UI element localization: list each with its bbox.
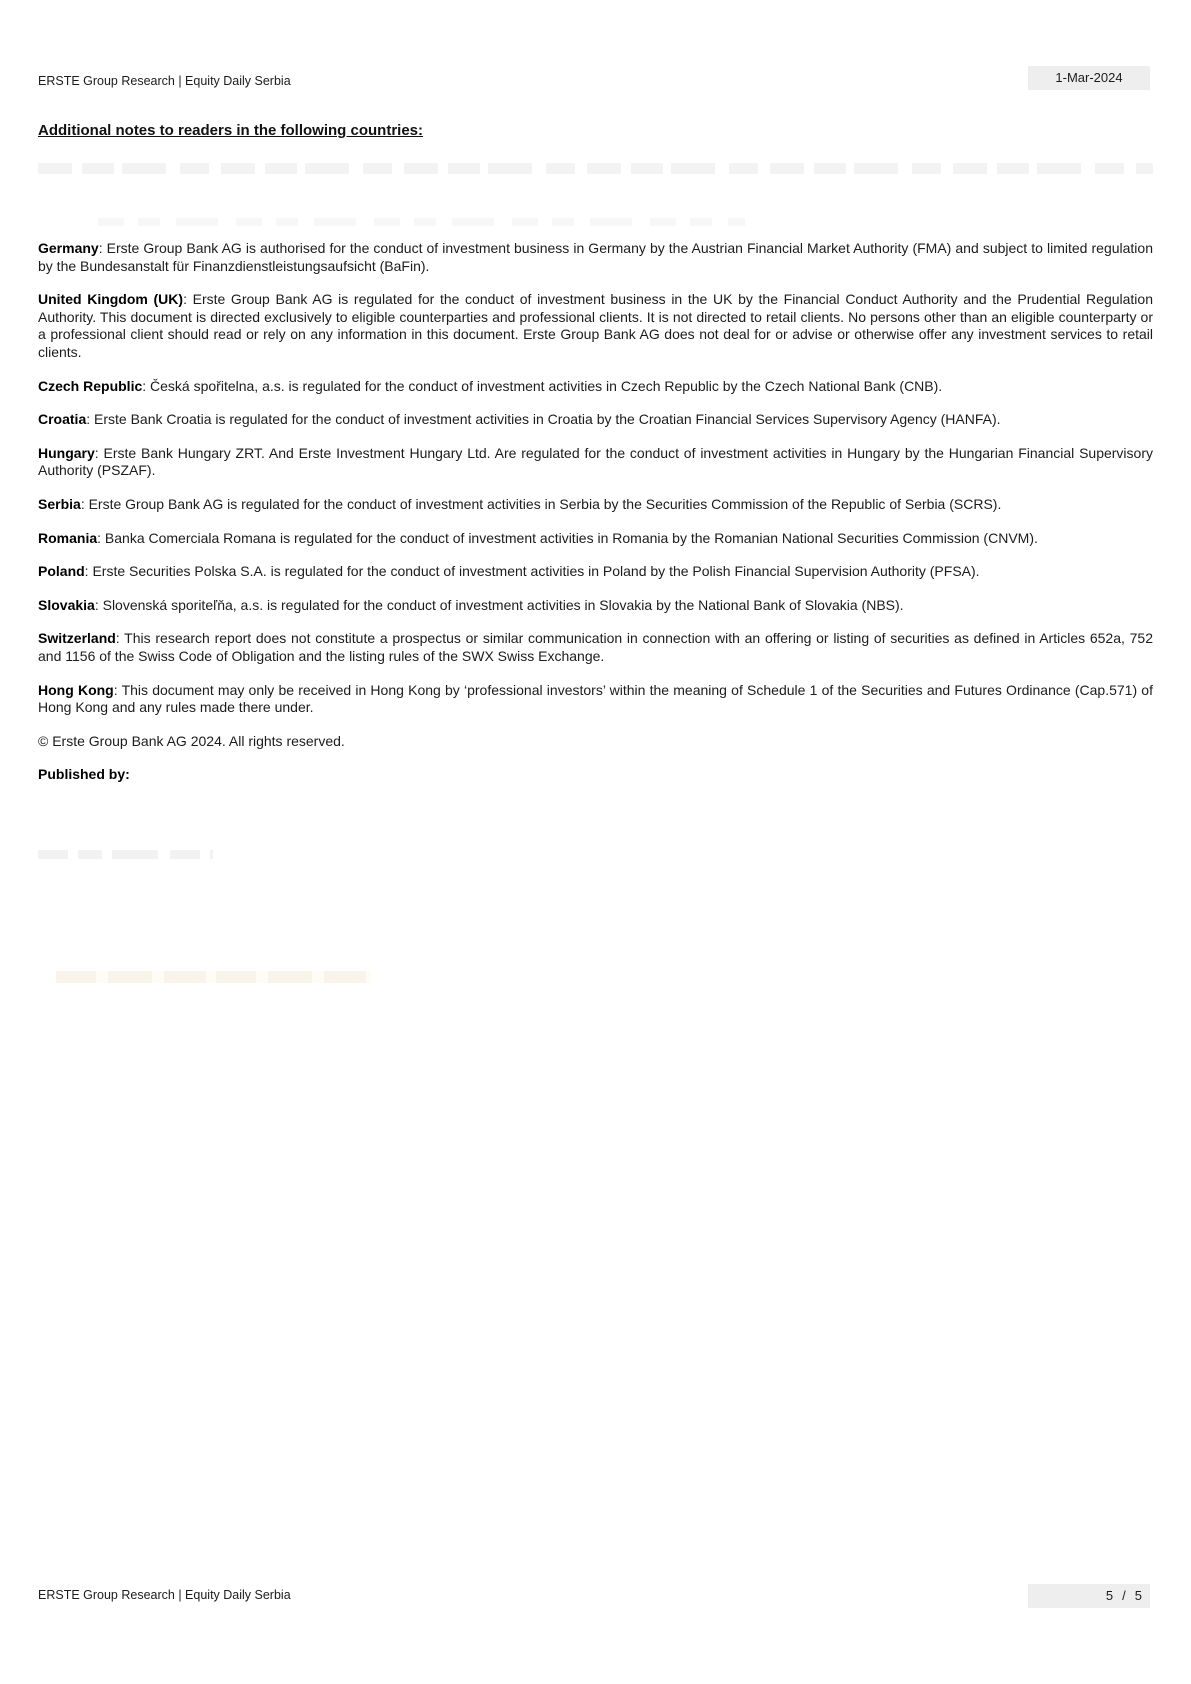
section-heading: Additional notes to readers in the following countries: — [38, 122, 424, 139]
country-label: Serbia — [38, 495, 81, 512]
country-note-paragraph — [38, 496, 1153, 514]
faded-text-line — [98, 218, 745, 226]
footer-page-indicator — [1028, 1584, 1150, 1608]
country-label: United Kingdom (UK) — [38, 291, 184, 308]
faded-text-line — [38, 163, 1153, 174]
country-note-text: : Erste Bank Hungary ZRT. And Erste Investment Hungary Ltd. Are regulated for the conduct of investment activities in Hungary by the Hungarian Financial Supervisory Authority (PSZAF). — [38, 444, 1153, 479]
country-label: Hong Kong — [38, 681, 114, 698]
country-note-text: : Erste Group Bank AG is regulated for the conduct of investment activities in Serbia by the Securities Commission of the Republic of Serbia (SCRS). — [80, 495, 1002, 512]
country-note-paragraph — [38, 682, 1153, 717]
country-note-text: : Erste Securities Polska S.A. is regulated for the conduct of investment activities in Poland by the Polish Financial Supervision Authority (PFSA). — [84, 563, 980, 580]
country-note-text: : This research report does not constitute a prospectus or similar communication in connection with an offering or listing of securities as defined in Articles 652a, 752 and 1156 of the Swiss Code of Obligation and the listing rules of the SWX Swiss Exchange. — [38, 630, 1153, 664]
country-note-paragraph — [38, 240, 1153, 275]
country-note-text: : Erste Group Bank AG is authorised for the conduct of investment business in Germany by the Austrian Financial Market Authority (FMA) and subject to limited regulation by the Bundesanstalt für Finanzdienstleistungsaufsicht (BaFin). — [38, 240, 1153, 274]
country-label: Romania — [38, 529, 98, 546]
page-number-separator: / — [1122, 1588, 1126, 1603]
country-note-paragraph — [38, 378, 1153, 396]
faded-publisher-line — [38, 850, 213, 859]
country-note-paragraph — [38, 530, 1153, 548]
country-label: Croatia — [38, 411, 87, 428]
page-number-total: 5 — [1134, 1588, 1142, 1603]
country-note-paragraph — [38, 291, 1153, 361]
country-notes-list — [38, 240, 1153, 717]
header-date-badge — [1028, 66, 1150, 90]
country-note-text: : Erste Bank Croatia is regulated for the conduct of investment activities in Croatia by the Croatian Financial Services Supervisory Agency (HANFA). — [86, 411, 1001, 428]
header-title: ERSTE Group Research | Equity Daily Serbia — [38, 74, 291, 88]
header-date: 1-Mar-2024 — [1055, 70, 1123, 85]
country-note-text: : Banka Comerciala Romana is regulated for the conduct of investment activities in Romania by the Romanian National Securities Commission (CNVM). — [97, 529, 1038, 546]
published-by-label: Published by: — [38, 766, 130, 783]
faded-highlight-line — [56, 971, 371, 983]
country-note-paragraph — [38, 411, 1153, 429]
country-label: Czech Republic — [38, 377, 143, 394]
page-number-current: 5 — [1105, 1588, 1114, 1603]
country-note-text: : Erste Group Bank AG is regulated for the conduct of investment business in the UK by the Financial Conduct Authority and the Prudential Regulation Authority. This document is directed exclusively to eligible counterparties and professional clients. It is not directed to retail clients. No persons other than an eligible counterparty or a professional client should read or rely on any information in this document. Erste Group Bank AG does not deal for or advise or otherwise offer any investment services to retail clients. — [38, 291, 1153, 360]
country-note-paragraph — [38, 445, 1153, 480]
copyright-line: © Erste Group Bank AG 2024. All rights reserved. — [38, 732, 345, 749]
country-note-paragraph — [38, 563, 1153, 581]
country-label: Germany — [38, 240, 99, 256]
page-content — [38, 122, 1153, 983]
country-note-text: : Slovenská sporiteľňa, a.s. is regulated for the conduct of investment activities in Slovakia by the National Bank of Slovakia (NBS). — [94, 596, 904, 613]
country-label: Slovakia — [38, 596, 95, 613]
country-note-text: : This document may only be received in Hong Kong by ‘professional investors’ within the meaning of Schedule 1 of the Securities and Futures Ordinance (Cap.571) of Hong Kong and any rules made there under. — [38, 681, 1153, 716]
country-label: Switzerland — [38, 630, 116, 647]
country-note-paragraph — [38, 597, 1153, 615]
country-note-paragraph — [38, 630, 1153, 665]
country-note-text: : Česká spořitelna, a.s. is regulated for the conduct of investment activities in Czech Republic by the Czech National Bank (CNB). — [142, 377, 943, 394]
country-label: Poland — [38, 563, 85, 580]
footer-title: ERSTE Group Research | Equity Daily Serbia — [38, 1588, 291, 1602]
country-label: Hungary — [38, 444, 95, 461]
